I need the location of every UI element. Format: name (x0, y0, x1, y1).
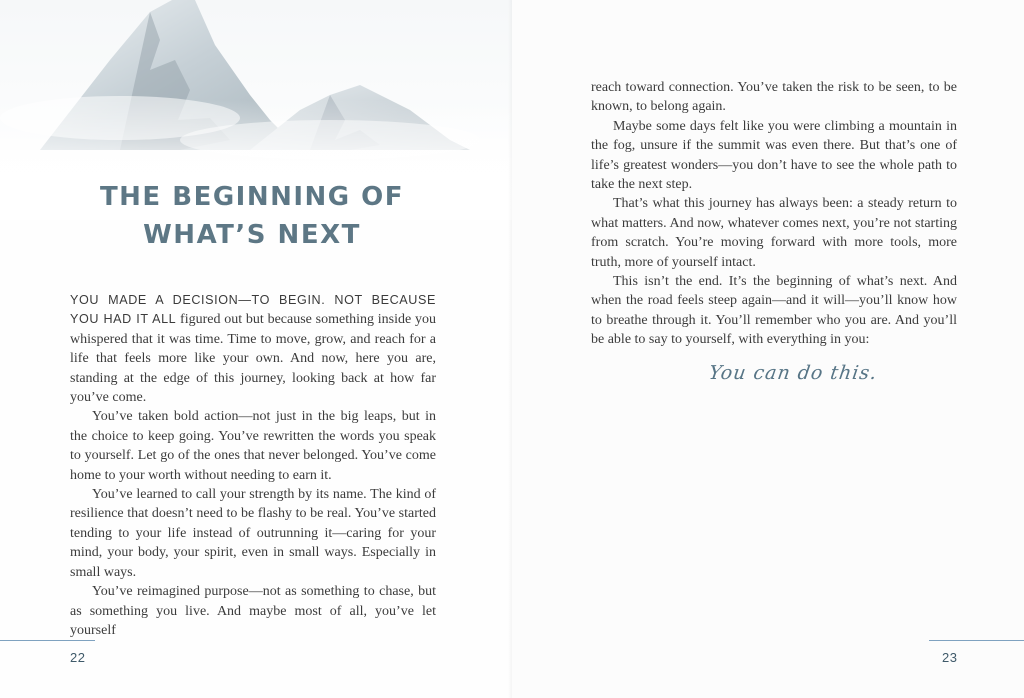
page-number-left: 22 (70, 650, 86, 665)
paragraph: Maybe some days felt like you were climbing a mountain in the fog, unsure if the summit was even there. But that’s one of life’s greatest wonders—you don’t have to see the whole path to take the next step. (591, 118, 957, 193)
paragraph: You’ve reimagined purpose—not as something to chase, but as something you live. And maybe most of all, you’ve let yourself (70, 584, 436, 638)
footer-rule-left (0, 640, 95, 641)
footer-rule-right (929, 640, 1024, 641)
script-affirmation: You can do this. (707, 362, 879, 384)
paragraph: You’ve taken bold action—not just in the big leaps, but in the choice to keep going. You’ve rewritten the words you speak to yourself. Let go of the ones that never belonged. You’ve come home to your worth without needing to earn it. (70, 409, 436, 483)
chapter-title-line-2: WHAT’S NEXT (143, 220, 361, 250)
paragraph: reach toward connection. You’ve taken the risk to be seen, to be known, to belong again. (591, 80, 957, 115)
right-page (512, 0, 1024, 698)
paragraph: That’s what this journey has always been: a steady return to what matters. And now, whatever comes next, you’re not starting from scratch. You’re moving forward with more tools, more truth, more of yourself intact. (591, 196, 957, 270)
page-number-right: 23 (942, 650, 958, 665)
right-body-text (591, 78, 957, 350)
paragraph: This isn’t the end. It’s the beginning of what’s next. And when the road feels steep again—and it will—you’ll know how to breathe through it. You’ll remember who you are. And you’ll be able to say to yourself, with everything in you: (591, 274, 957, 348)
lead-in-caps: YOU MADE A DECISION—TO BEGIN. NOT BECAUSE YOU HAD IT ALL (70, 293, 436, 327)
paragraph (70, 291, 436, 407)
left-body-text (70, 291, 436, 640)
paragraph: You’ve learned to call your strength by its name. The kind of resilience that doesn’t need to be flashy to be real. You’ve started tending to your life instead of outrunning it—caring for your mind, your body, your spirit, even in small ways. Especially in small ways. (70, 487, 436, 580)
chapter-title-line-1: THE BEGINNING OF (99, 182, 405, 212)
paragraph-text: figured out but because something inside you whispered that it was time. Time to move, grow, and reach for a life that feels more like your own. And now, here you are, standing at the edge of this journey, looking back at how far you’ve come. (70, 312, 436, 406)
chapter-title (60, 178, 444, 254)
